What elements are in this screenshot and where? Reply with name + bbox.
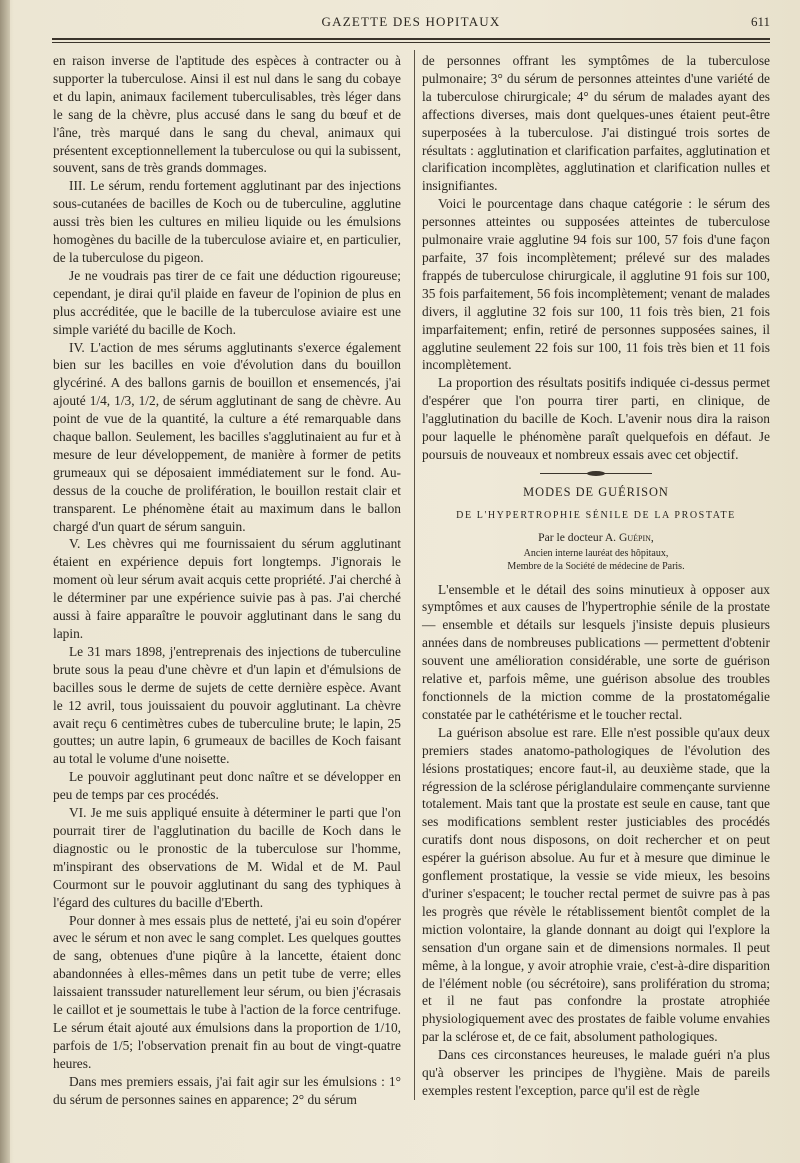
author-name: Guépin, bbox=[618, 530, 654, 544]
paragraph: L'ensemble et le détail des soins minutieux à opposer aux symptômes et aux causes de l'hypertrophie sénile de la prostate — ensemble et détails sur lesquels j'insiste depuis plusieurs années dans de nombreuses publications — permettent d'obtenir souvent une amélioration considérable, une sorte de guérison relative et, parfois même, une guérison absolue des troubles fonctionnels de la miction comme de la prostatomégalie constatée par le cathétérisme et le toucher rectal. bbox=[422, 581, 770, 722]
article-subtitle: DE L'HYPERTROPHIE SÉNILE DE LA PROSTATE bbox=[456, 509, 736, 521]
header-rule-thin bbox=[52, 42, 770, 43]
paragraph: Je ne voudrais pas tirer de ce fait une déduction rigoureuse; cependant, je dirai qu'il plaide en faveur de l'opinion de plus en plus accréditée, que le bacille de la tuberculose aviaire est une simple variété du bacille de Koch. bbox=[53, 267, 401, 337]
article-title: MODES DE GUÉRISON bbox=[523, 484, 669, 499]
author-affiliation: Ancien interne lauréat des hôpitaux, bbox=[523, 547, 669, 559]
paragraph: Le pouvoir agglutinant peut donc naître et se développer en peu de temps par ces procédés. bbox=[53, 769, 401, 803]
section-separator bbox=[422, 470, 770, 478]
paragraph: La guérison absolue est rare. Elle n'est possible qu'aux deux premiers stades anatomo-pathologiques de l'évolution des lésions prostatiques; encore faut-il, au deuxième stade, que la régression de la sclérose périglandulaire commençante survienne totalement. Mais tant que la prostate est seule en cause, tant que ses modifications semblent rester justiciables des procédés curatifs dont nous disposons, on doit rechercher et on peut espérer la guérison absolue. Au fur et à mesure que diminue le gonflement prostatique, la vessie se vide mieux, les besoins d'uriner s'espacent; le toucher rectal permet de suivre pas à pas les progrès que révèle le rétablissement bientôt complet de la miction volontaire, la glande donnant au doigt qui l'explore la sensation d'un organe sain et de dimensions normales. Il peut même, à la longue, y avoir atrophie vraie, c'est-à-dire disparition de l'élément noble (ou sécrétoire), sans prolifération du stroma; et il ne faut pas confondre la prostate atrophiée physiologiquement avec des prostates de faible volume envahies par la sclérose et, de ce fait, absolument pathologiques. bbox=[422, 724, 771, 1045]
paragraph: en raison inverse de l'aptitude des espèces à contracter ou à supporter la tuberculose. Ainsi il est nul dans le sang du cobaye et du lapin, animaux facilement tuberculisables, très léger dans le sang de la chèvre, plus accusé dans le sang du bœuf et de l'âne, très marqué dans le sang du cheval, animaux qui présentent exceptionnellement la tuberculose ou qui la subissent, souvent, sans de très grands dommages. bbox=[53, 53, 401, 176]
page-binding-edge bbox=[0, 0, 10, 1163]
running-head: GAZETTE DES HOPITAUX bbox=[321, 14, 501, 29]
paragraph: de personnes offrant les symptômes de la tuberculose pulmonaire; 3° du sérum de personnes atteintes d'une variété de la tuberculose chirurgicale; 4° du sérum de malades ayant des affections diverses, mais dont quelques-unes étaient peut-être superposées à la tuberculose. J'ai distingué trois sortes de résultats : agglutination et clarification parfaites, agglutination et clarification incomplètes, agglutination et clarification nulles et insignifiantes. bbox=[422, 53, 770, 194]
column-divider bbox=[414, 50, 415, 1100]
paragraph: Dans ces circonstances heureuses, le malade guéri n'a plus qu'à observer les principes de l'hygiène. Mais de pareils exemples restent l'exception, parce qu'il est de règle bbox=[422, 1047, 770, 1098]
paragraph: La proportion des résultats positifs indiquée ci-dessus permet d'espérer que l'on pourra tirer parti, en clinique, de l'agglutination du bacille de Koch. L'avenir nous dira la raison pour laquelle le phénomène paraît quelquefois en défaut. Je poursuis de nouveaux et nombreux essais avec cet objectif. bbox=[422, 375, 770, 462]
paragraph: Le 31 mars 1898, j'entreprenais des injections de tuberculine brute sous la peau d'une chèvre et d'un lapin et d'émulsions de bacilles sous le derme de sujets de cette dernière espèce. Avant le 12 avril, tous jouissaient du pouvoir agglutinant. La chèvre avait reçu 6 centimètres cubes de tuberculine brute; le lapin, 25 gouttes; un autre lapin, 6 grumeaux de bacilles de Koch faisant au total le volume d'une noisette. bbox=[53, 643, 401, 767]
right-column bbox=[422, 52, 770, 1100]
paragraph: V. Les chèvres qui me fournissaient du sérum agglutinant étaient en expérience depuis fort longtemps. J'ignorais le moment où leur sérum avait acquis cette propriété. J'ai cherché à le déterminer par une expérience suivie pas à pas. J'ai cherché aussi à faire apparaître le pouvoir agglutinant dans le sang du lapin. bbox=[53, 536, 401, 641]
paragraph: IV. L'action de mes sérums agglutinants s'exerce également bien sur les bacilles en voie d'évolution dans du bouillon glycériné. A des ballons garnis de bouillon et ensemencés, j'ai ajouté 1/4, 1/3, 1/2, de sérum agglutinant de sang de chèvre. Au point de vue de la quantité, la culture a été remarquable dans chaque ballon. Seulement, les bacilles s'agglutinaient au fur et à mesure de leur développement, de manière à former de petits grumeaux qui se déposaient immédiatement sur le fond. Au-dessus de la couche de prolifération, le bouillon restait clair et transparent. Le phénomène était au maximum dans le ballon chargé d'un quart de sérum sanguin. bbox=[53, 339, 401, 534]
spacer bbox=[422, 573, 770, 581]
paragraph: III. Le sérum, rendu fortement agglutinant par des injections sous-cutanées de bacilles de Koch ou de tuberculine, agglutine aussi très bien les cultures en milieu liquide ou les émulsions homogènes du bacille de la tuberculose aviaire et, en particulier, de la tuberculose du pigeon. bbox=[53, 178, 401, 265]
paragraph: Dans mes premiers essais, j'ai fait agir sur les émulsions : 1° du sérum de personnes saines en apparence; 2° du sérum bbox=[53, 1073, 401, 1107]
article-byline bbox=[422, 529, 770, 547]
author-affiliation: Membre de la Société de médecine de Paris. bbox=[507, 560, 685, 572]
paragraph: VI. Je me suis appliqué ensuite à déterminer le parti que l'on pourrait tirer de l'agglutination du bacille de Koch dans le diagnostic ou le pronostic de la tuberculose sur l'homme, m'inspirant des observations de M. Widal et de M. Paul Courmont sur le pouvoir agglutinant du sang des typhiques à l'égard des cultures du bacille d'Eberth. bbox=[53, 805, 401, 910]
paragraph: Voici le pourcentage dans chaque catégorie : le sérum des personnes atteintes ou supposées atteintes de tuberculose pulmonaire vraie agglutine 94 fois sur 100, 57 fois d'une façon parfaite, 37 fois incomplètement; prélevé sur des malades frappés de tuberculose chirurgicale, il agglutine 91 fois sur 100, 35 fois parfaitement, 56 fois incomplètement; venant de malades divers, il agglutine 32 fois sur 100, 11 fois très bien, 21 fois imparfaitement; enfin, retiré de personnes supposées saines, il agglutine seulement 22 fois sur 100, 11 fois très bien et 11 fois incomplètement. bbox=[422, 196, 770, 373]
header-rule-thick bbox=[52, 38, 770, 40]
left-column bbox=[53, 52, 401, 1108]
page-header bbox=[52, 12, 770, 34]
page-number: 611 bbox=[750, 14, 770, 29]
byline-prefix: Par le docteur A. bbox=[538, 530, 619, 544]
paragraph: Pour donner à mes essais plus de netteté, j'ai eu soin d'opérer avec le sérum et non avec le sang complet. Les quelques gouttes de sang, obtenues d'une piqûre à la lancette, étaient donc abandonnées à elles-mêmes dans un petit tube de verre; elles laissaient transsuder naturellement leur sérum, ou bien j'écrasais le caillot et je soumettais le tube à l'action de la force centrifuge. Le sérum était ajouté aux émulsions dans la proportion de 1/10, parfois de 1/5; l'observation prenait fin au bout de vingt-quatre heures. bbox=[53, 912, 401, 1071]
